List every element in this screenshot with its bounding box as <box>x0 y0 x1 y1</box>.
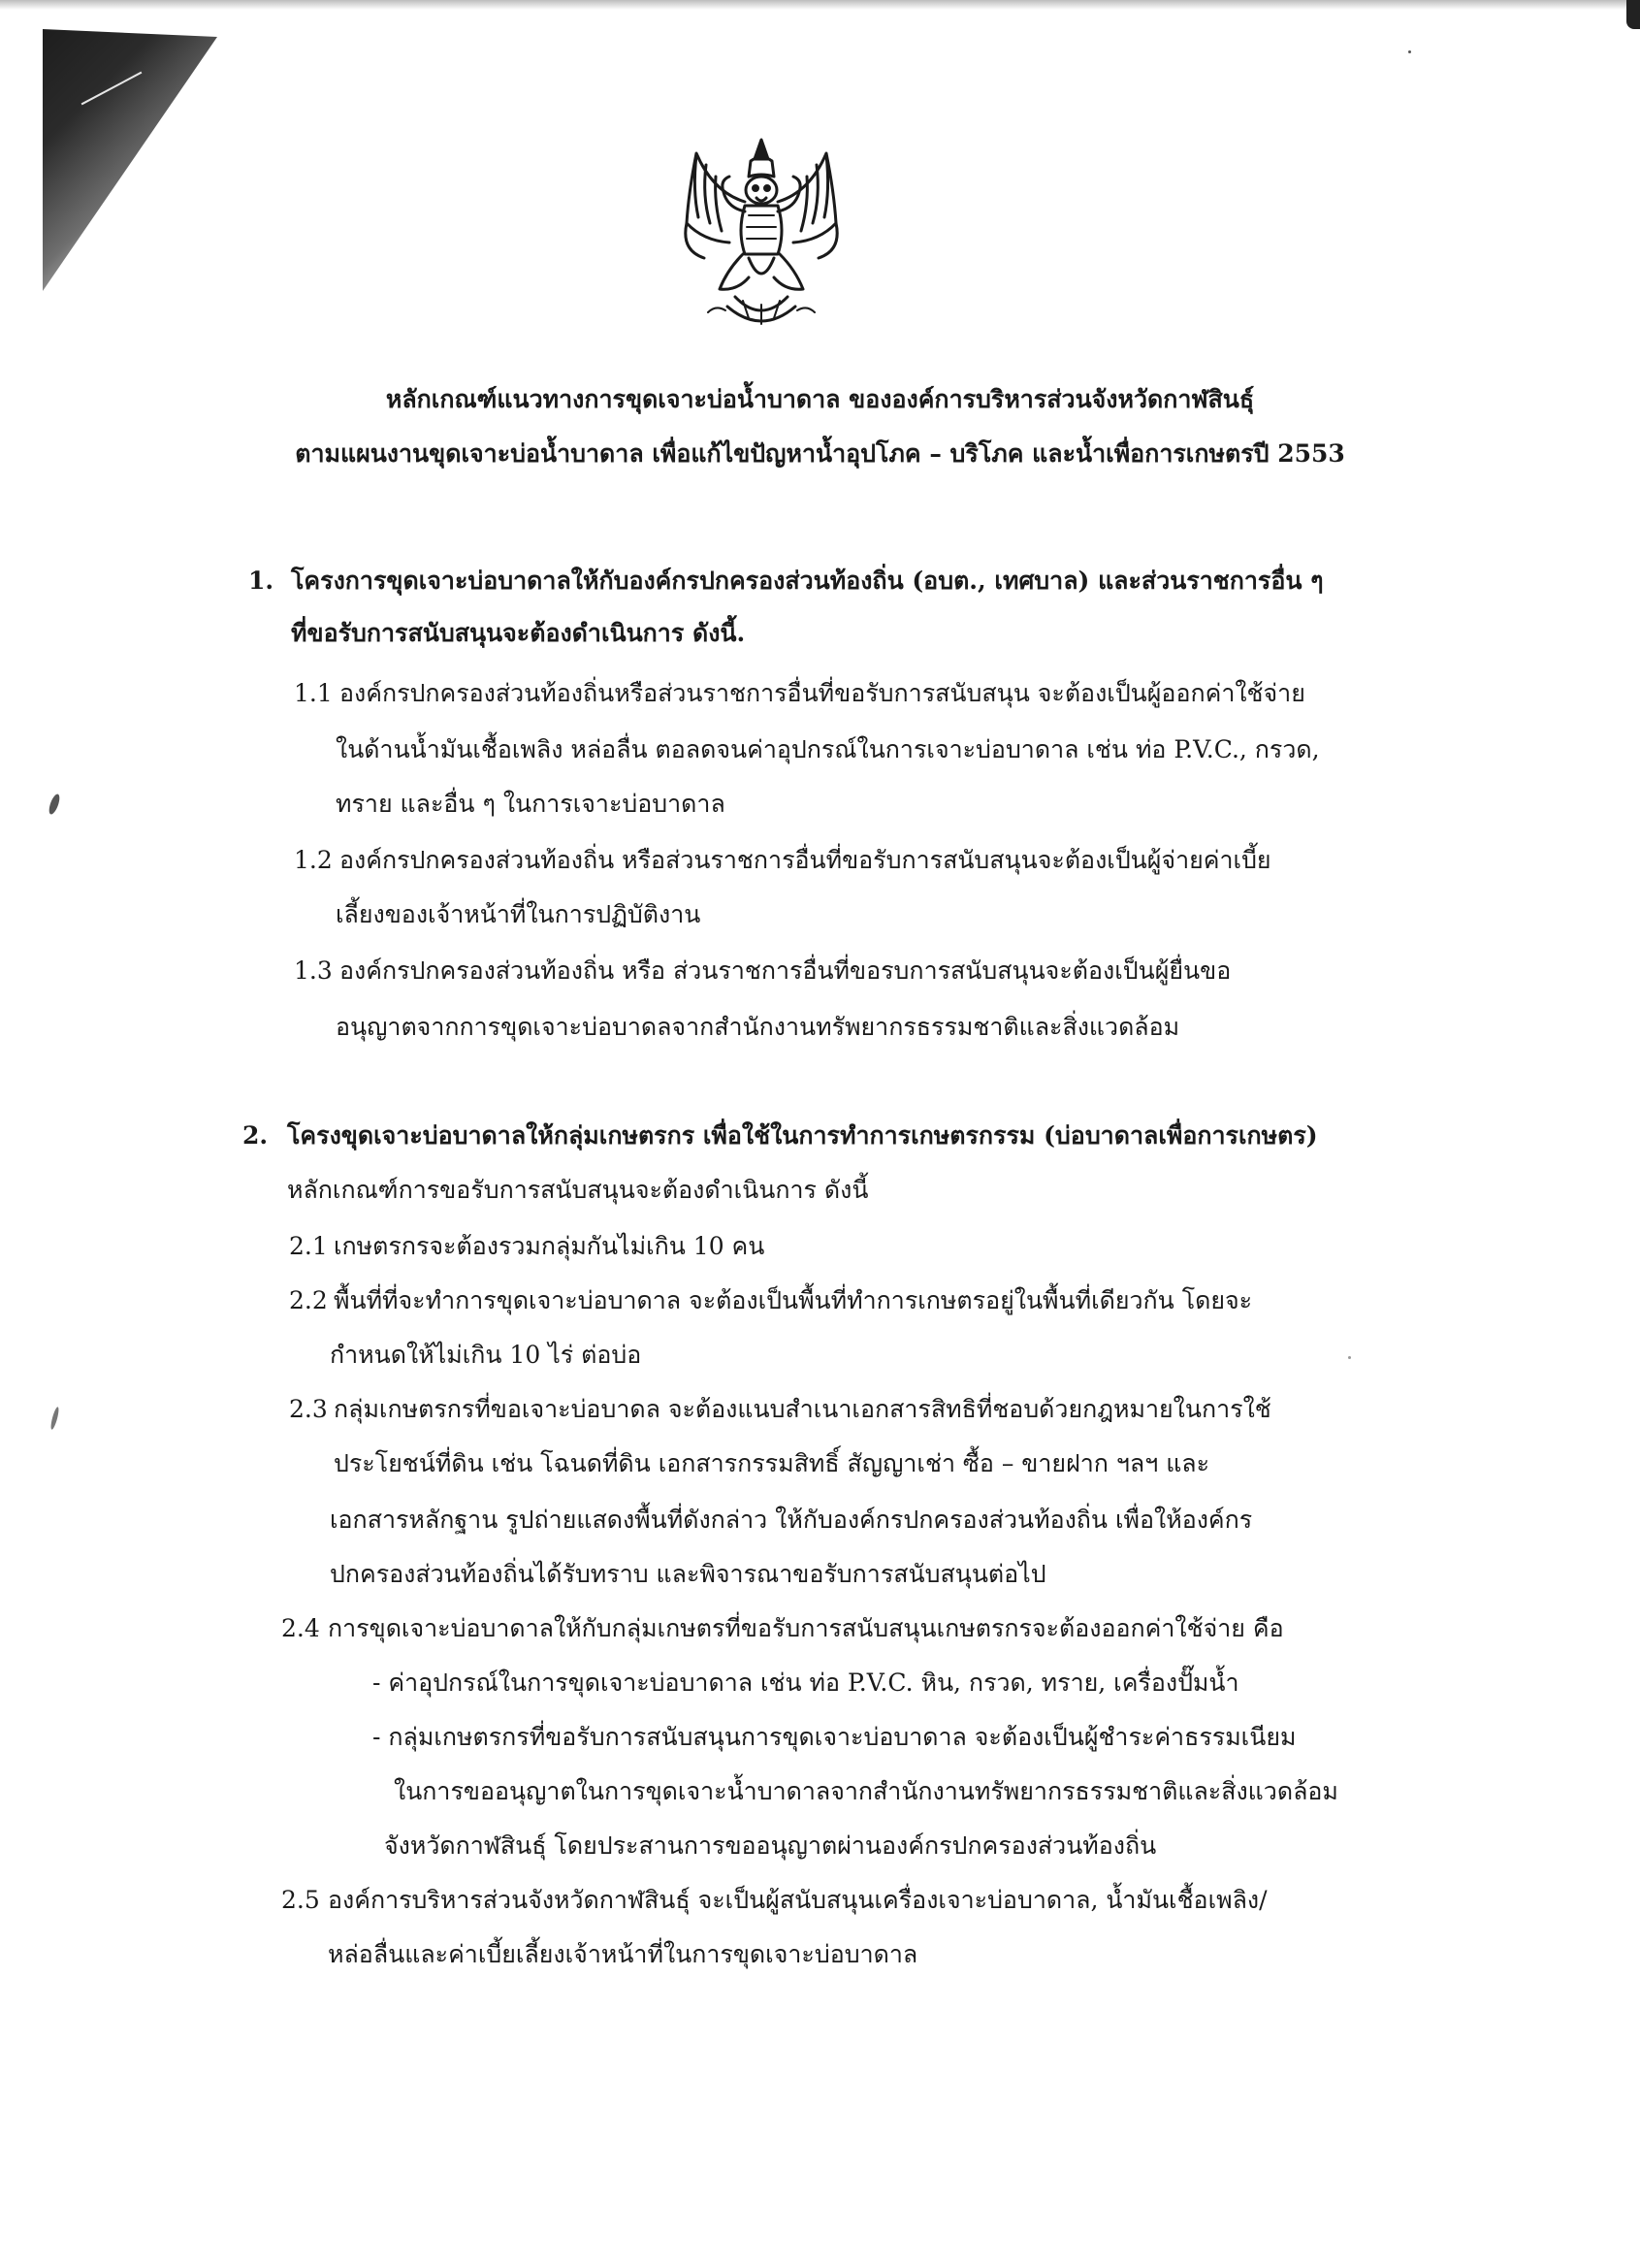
item-number: 2.4 <box>281 1614 320 1642</box>
item-number: 2.1 <box>289 1232 328 1260</box>
item-number: 1.3 <box>294 956 333 985</box>
scan-speck <box>1348 1356 1351 1359</box>
scan-speck <box>49 1407 60 1430</box>
item-text-line: ในด้านน้ำมันเชื้อเพลิง หล่อลื่น ตอลดจนค่าอุปกรณ์ในการเจาะบ่อบาดาล เช่น ท่อ P.V.C., กรวด, <box>336 735 1320 763</box>
scan-speck <box>47 793 61 815</box>
item-text-line: การขุดเจาะบ่อบาดาลให้กับกลุ่มเกษตรที่ขอรับการสนับสนุนเกษตรกรจะต้องออกค่าใช้จ่าย คือ <box>328 1614 1284 1642</box>
garuda-emblem-icon <box>659 134 863 333</box>
section-1-heading-line-2: ที่ขอรับการสนับสนุนจะต้องดำเนินการ ดังนี้. <box>291 619 746 647</box>
item-number: 2.5 <box>281 1886 320 1914</box>
folded-corner <box>43 0 227 301</box>
bullet-text-line: - ค่าอุปกรณ์ในการขุดเจาะบ่อบาดาล เช่น ท่อ P.V.C. หิน, กรวด, ทราย, เครื่องปั๊มน้ำ <box>372 1669 1239 1697</box>
item-text-line: ทราย และอื่น ๆ ในการเจาะบ่อบาดาล <box>336 790 725 818</box>
item-text-line: กำหนดให้ไม่เกิน 10 ไร่ ต่อบ่อ <box>330 1341 642 1369</box>
section-1-heading-line-1: โครงการขุดเจาะบ่อบาดาลให้กับองค์กรปกครองส่วนท้องถิ่น (อบต., เทศบาล) และส่วนราชการอื่น ๆ <box>291 567 1324 595</box>
document-title-line-2: ตามแผนงานขุดเจาะบ่อน้ำบาดาล เพื่อแก้ไขปัญหาน้ำอุปโภค – บริโภค และน้ำเพื่อการเกษตรปี 2553 <box>295 439 1345 468</box>
bullet-text-line: - กลุ่มเกษตรกรที่ขอรับการสนับสนุนการขุดเจาะบ่อบาดาล จะต้องเป็นผู้ชำระค่าธรรมเนียม <box>372 1723 1297 1751</box>
bullet-text-line: จังหวัดกาฬสินธุ์ โดยประสานการขออนุญาตผ่านองค์กรปกครองส่วนท้องถิ่น <box>384 1831 1157 1860</box>
item-number: 1.2 <box>294 846 333 874</box>
item-text-line: องค์กรปกครองส่วนท้องถิ่น หรือ ส่วนราชการอื่นที่ขอรบการสนับสนุนจะต้องเป็นผู้ยื่นขอ <box>339 956 1232 985</box>
item-text-line: อนุญาตจากการขุดเจาะบ่อบาดลจากสำนักงานทรัพยากรธรรมชาติและสิ่งแวดล้อม <box>336 1013 1180 1041</box>
item-text-line: องค์การบริหารส่วนจังหวัดกาฬสินธุ์ จะเป็นผู้สนับสนุนเครื่องเจาะบ่อบาดาล, น้ำมันเชื้อเพลิง/ <box>328 1886 1268 1914</box>
item-text-line: พื้นที่ที่จะทำการขุดเจาะบ่อบาดาล จะต้องเป็นพื้นที่ทำการเกษตรอยู่ในพื้นที่เดียวกัน โดยจะ <box>334 1286 1253 1314</box>
scan-speck <box>1408 50 1411 53</box>
item-text-line: ปกครองส่วนท้องถิ่นได้รับทราบ และพิจารณาขอรับการสนับสนุนต่อไป <box>330 1560 1046 1588</box>
section-2-heading-line-1: โครงขุดเจาะบ่อบาดาลให้กลุ่มเกษตรกร เพื่อใช้ในการทำการเกษตรกรรม (บ่อบาดาลเพื่อการเกษตร) <box>287 1121 1318 1150</box>
item-text-line: องค์กรปกครองส่วนท้องถิ่นหรือส่วนราชการอื่นที่ขอรับการสนับสนุน จะต้องเป็นผู้ออกค่าใช้จ่าย <box>339 679 1305 707</box>
scan-corner-mark <box>1626 0 1640 29</box>
item-text-line: เอกสารหลักฐาน รูปถ่ายแสดงพื้นที่ดังกล่าว ให้กับองค์กรปกครองส่วนท้องถิ่น เพื่อให้องค์กร <box>330 1506 1253 1534</box>
section-2-number: 2. <box>242 1121 269 1150</box>
item-text-line: กลุ่มเกษตรกรที่ขอเจาะบ่อบาดล จะต้องแนบสำเนาเอกสารสิทธิที่ชอบด้วยกฎหมายในการใช้ <box>334 1395 1271 1423</box>
item-number: 2.3 <box>289 1395 328 1423</box>
item-text-line: เลี้ยงของเจ้าหน้าที่ในการปฏิบัติงาน <box>336 900 701 928</box>
item-text-line: ประโยชน์ที่ดิน เช่น โฉนดที่ดิน เอกสารกรรมสิทธิ์ สัญญาเช่า ซื้อ – ขายฝาก ฯลฯ และ <box>334 1449 1210 1477</box>
section-2-heading-line-2: หลักเกณฑ์การขอรับการสนับสนุนจะต้องดำเนินการ ดังนี้ <box>287 1176 869 1204</box>
item-number: 1.1 <box>294 679 333 707</box>
item-text-line: เกษตรกรจะต้องรวมกลุ่มกันไม่เกิน 10 คน <box>334 1232 765 1260</box>
item-number: 2.2 <box>289 1286 328 1314</box>
document-title-line-1: หลักเกณฑ์แนวทางการขุดเจาะบ่อน้ำบาดาล ขององค์การบริหารส่วนจังหวัดกาฬสินธุ์ <box>385 385 1255 413</box>
item-text-line: องค์กรปกครองส่วนท้องถิ่น หรือส่วนราชการอื่นที่ขอรับการสนับสนุนจะต้องเป็นผู้จ่ายค่าเบี้ย <box>339 846 1271 874</box>
section-1-number: 1. <box>248 567 274 595</box>
scan-edge-shadow <box>0 0 1640 10</box>
bullet-text-line: ในการขออนุญาตในการขุดเจาะน้ำบาดาลจากสำนักงานทรัพยากรธรรมชาติและสิ่งแวดล้อม <box>394 1777 1338 1805</box>
item-text-line: หล่อลื่นและค่าเบี้ยเลี้ยงเจ้าหน้าที่ในการขุดเจาะบ่อบาดาล <box>328 1940 918 1968</box>
